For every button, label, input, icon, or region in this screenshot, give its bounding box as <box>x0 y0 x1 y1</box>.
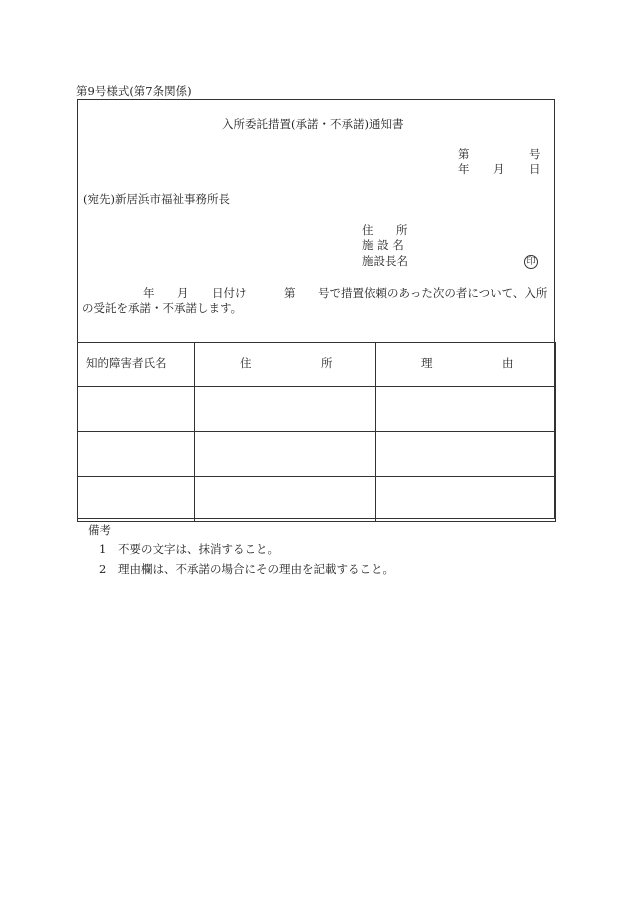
cell-address[interactable] <box>195 477 376 522</box>
cell-reason[interactable] <box>376 432 556 477</box>
note-2-number: 2 <box>99 562 107 576</box>
date-day: 日 <box>529 162 541 176</box>
header-name-label: 知的障害者氏名 <box>86 356 167 370</box>
subject-table <box>77 342 556 522</box>
number-dai: 第 <box>458 147 470 161</box>
note-1-text: 不要の文字は、抹消すること。 <box>118 542 279 556</box>
table-row <box>78 387 556 432</box>
table-row <box>78 477 556 522</box>
body-year: 年 <box>143 286 155 300</box>
document-title: 入所委託措置(承諾・不承諾)通知書 <box>222 117 404 131</box>
sender-facility-label: 施 設 名 <box>362 238 404 252</box>
header-reason-label-1: 理 <box>421 356 433 370</box>
cell-address[interactable] <box>195 387 376 432</box>
header-name <box>78 343 195 387</box>
cell-reason[interactable] <box>376 387 556 432</box>
sender-address-label-2: 所 <box>396 223 408 237</box>
notes-heading: 備考 <box>88 523 111 537</box>
body-line2: の受託を承諾・不承諾します。 <box>82 301 243 315</box>
cell-name[interactable] <box>78 387 195 432</box>
cell-name[interactable] <box>78 477 195 522</box>
header-reason <box>376 343 556 387</box>
cell-address[interactable] <box>195 432 376 477</box>
note-2-text: 理由欄は、不承諾の場合にその理由を記載すること。 <box>118 562 394 576</box>
header-address-label-2: 所 <box>321 356 333 370</box>
cell-name[interactable] <box>78 432 195 477</box>
body-rest-line1: 号で措置依頼のあった次の者について、入所 <box>318 286 548 300</box>
sender-address-label-1: 住 <box>362 223 374 237</box>
date-month: 月 <box>493 162 505 176</box>
header-address-label-1: 住 <box>240 356 252 370</box>
table-header-row <box>78 343 556 387</box>
date-year: 年 <box>458 162 470 176</box>
form-label: 第9号様式(第7条関係) <box>76 84 192 98</box>
seal-mark: 印 <box>524 255 538 269</box>
table-row <box>78 432 556 477</box>
sender-director-label: 施設長名 <box>362 254 408 268</box>
header-address <box>195 343 376 387</box>
number-gou: 号 <box>529 147 541 161</box>
addressee: (宛先)新居浜市福祉事務所長 <box>83 192 230 206</box>
cell-reason[interactable] <box>376 477 556 522</box>
body-dai: 第 <box>284 286 296 300</box>
header-reason-label-2: 由 <box>502 356 514 370</box>
body-month: 月 <box>177 286 189 300</box>
body-day-suffix: 日付け <box>212 286 247 300</box>
note-1-number: 1 <box>99 542 107 556</box>
